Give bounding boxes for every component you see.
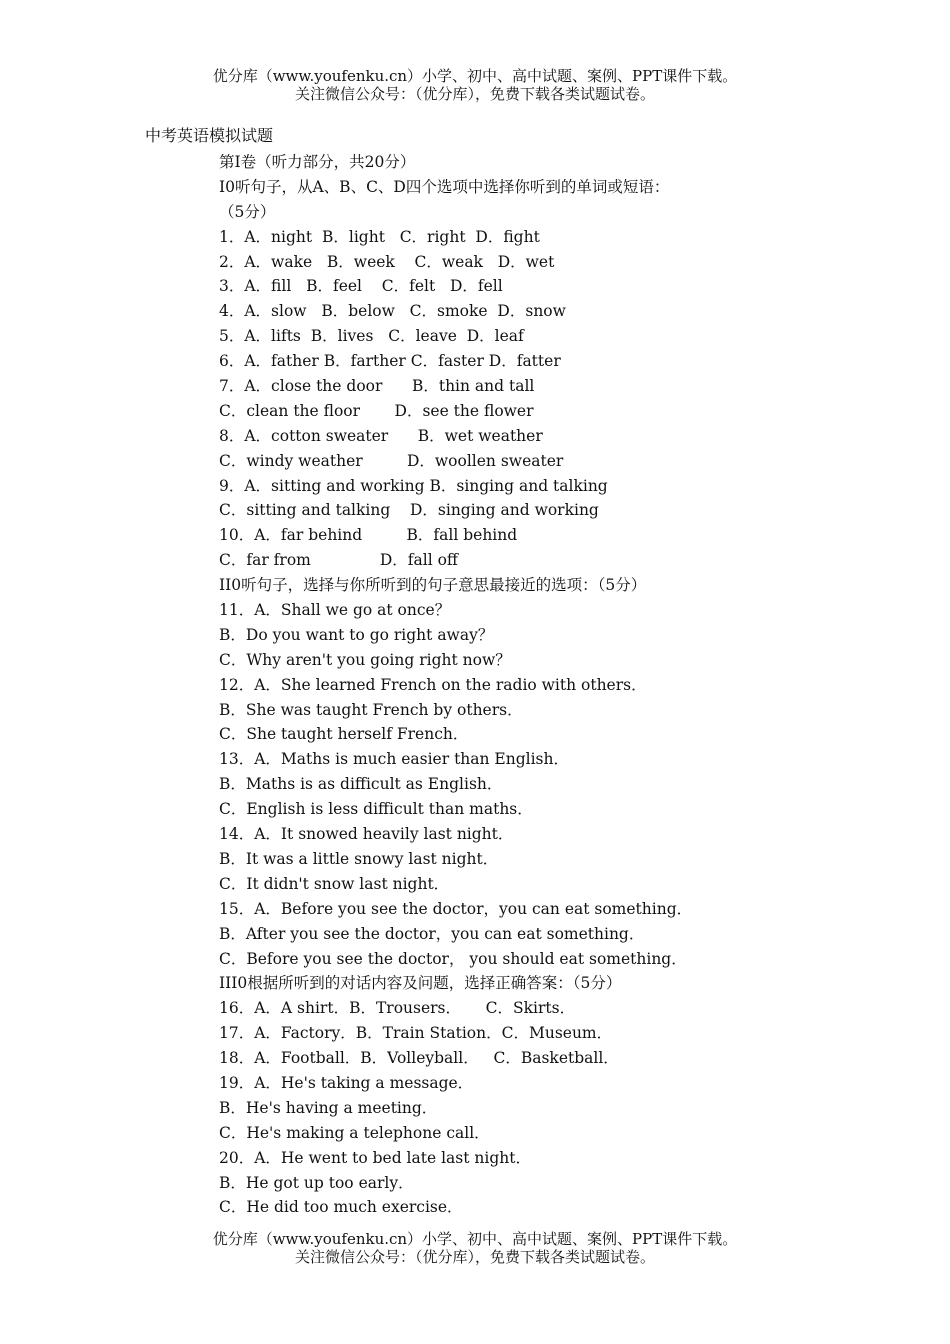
- text-line: 12．A．She learned French on the radio with others．: [219, 675, 647, 694]
- text-line: C．far from D．fall off: [219, 551, 458, 570]
- question-list: [219, 150, 839, 1220]
- text-line: C．Before you see the doctor， you should eat something．: [219, 949, 687, 968]
- document-title: 中考英语模拟试题: [145, 126, 274, 145]
- text-line: 1．A．night B．light C．right D．fight: [219, 227, 540, 246]
- page-header: [0, 67, 950, 103]
- text-line: 2．A．wake B．week C．weak D．wet: [219, 252, 555, 271]
- text-line: 第Ⅰ卷（听力部分，共20分）: [219, 153, 416, 171]
- text-line: 15．A．Before you see the doctor，you can eat something．: [219, 899, 693, 918]
- text-line: C．sitting and talking D．singing and working: [219, 501, 599, 520]
- text-line: 10．A．far behind B．fall behind: [219, 526, 518, 545]
- text-line: B．He got up too early．: [219, 1173, 414, 1192]
- text-line: B．He's having a meeting．: [219, 1098, 438, 1117]
- text-line: B．It was a little snowy last night．: [219, 849, 499, 868]
- text-line: 18．A．Football．B．Volleyball． C．Basketball．: [219, 1049, 619, 1068]
- text-line: 6．A．father B．farther C．faster D．fatter: [219, 352, 561, 371]
- text-line: B．After you see the doctor，you can eat something．: [219, 924, 645, 943]
- text-line: II0听句子，选择与你所听到的句子意思最接近的选项：（5分）: [219, 576, 647, 595]
- text-line: B．Maths is as difficult as English．: [219, 775, 503, 794]
- text-line: B．Do you want to go right away？: [219, 625, 494, 644]
- text-line: 14．A．It snowed heavily last night．: [219, 825, 514, 844]
- text-line: C．She taught herself French．: [219, 725, 469, 744]
- text-line: B．She was taught French by others．: [219, 700, 523, 719]
- page-footer: [0, 1230, 950, 1266]
- footer-line-1: 优分库（www.youfenku.cn）小学、初中、高中试题、案例、PPT课件下载。: [212, 1230, 738, 1248]
- text-line: 5．A．lifts B．lives C．leave D．leaf: [219, 327, 524, 346]
- text-line: 20．A．He went to bed late last night．: [219, 1148, 531, 1167]
- header-line-1: 优分库（www.youfenku.cn）小学、初中、高中试题、案例、PPT课件下载。: [212, 67, 738, 85]
- text-line: 11．A．Shall we go at once？: [219, 601, 451, 620]
- text-line: 3．A．fill B．feel C．felt D．fell: [219, 277, 503, 296]
- text-line: C．clean the floor D．see the flower: [219, 401, 534, 420]
- text-line: C．He's making a telephone call．: [219, 1123, 490, 1142]
- text-line: C．It didn't snow last night．: [219, 874, 450, 893]
- text-line: C．He did too much exercise．: [219, 1198, 463, 1217]
- text-line: C．windy weather D．woollen sweater: [219, 451, 564, 470]
- text-line: （5分）: [219, 202, 276, 221]
- text-line: 9．A．sitting and working B．singing and talking: [219, 476, 608, 495]
- text-line: 4．A．slow B．below C．smoke D．snow: [219, 302, 566, 321]
- text-line: C．English is less difficult than maths．: [219, 800, 533, 819]
- text-line: 17．A．Factory．B．Train Station．C．Museum．: [219, 1024, 613, 1043]
- text-line: 7．A．close the door B．thin and tall: [219, 377, 535, 396]
- text-line: 16．A．A shirt．B．Trousers． C．Skirts．: [219, 999, 576, 1018]
- text-line: 19．A．He's taking a message．: [219, 1073, 474, 1092]
- header-line-2: 关注微信公众号：（优分库），免费下载各类试题试卷。: [294, 85, 655, 103]
- text-line: C．Why aren't you going right now？: [219, 650, 511, 669]
- text-line: 8．A．cotton sweater B．wet weather: [219, 426, 543, 445]
- text-line: III0根据所听到的对话内容及问题，选择正确答案：（5分）: [219, 974, 622, 993]
- text-line: 13．A．Maths is much easier than English．: [219, 750, 569, 769]
- footer-line-2: 关注微信公众号：（优分库），免费下载各类试题试卷。: [294, 1248, 655, 1266]
- text-line: I0听句子，从A、B、C、D四个选项中选择你听到的单词或短语：: [219, 177, 670, 196]
